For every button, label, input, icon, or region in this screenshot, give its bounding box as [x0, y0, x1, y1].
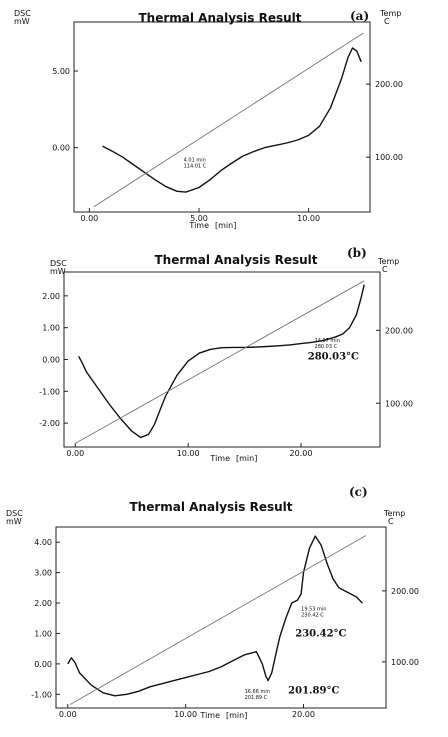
y-right-unit: C	[382, 265, 388, 274]
peak-annotation: 4.01 min	[183, 157, 206, 164]
chart-title: Thermal Analysis Result	[138, 11, 302, 25]
peak-temperature-label: 280.03°C	[307, 351, 360, 363]
peak-annotation: 19.53 min	[301, 606, 327, 613]
peak-annotation: 24.97 min	[314, 338, 340, 344]
x-tick-label: 5.00	[190, 214, 208, 223]
panel-label: (a)	[350, 9, 370, 23]
dsc-curve	[103, 48, 362, 192]
y-left-tick-label: 1.00	[42, 323, 60, 333]
y-left-tick-label: 4.00	[34, 538, 52, 548]
y-right-unit: C	[384, 17, 390, 26]
y-left-unit: mW	[14, 17, 30, 26]
x-axis-unit: [min]	[215, 221, 237, 230]
peak-annotation: 201.89 C	[244, 694, 268, 701]
plot-frame	[56, 527, 386, 708]
x-tick-label: 10.00	[174, 710, 198, 719]
y-left-tick-label: 2.00	[42, 291, 60, 301]
chart-title: Thermal Analysis Result	[154, 253, 318, 267]
peak-annotation: 114.01 C	[183, 163, 207, 170]
y-left-tick-label: 3.00	[34, 568, 52, 578]
y-right-tick-label: 200.00	[385, 326, 413, 336]
y-left-tick-label: 0.00	[34, 659, 52, 669]
x-axis-unit: [min]	[236, 454, 258, 463]
y-right-unit: C	[388, 517, 394, 526]
y-right-label: Temp	[380, 9, 402, 18]
y-right-tick-label: 200.00	[375, 80, 403, 90]
x-axis-label: Time	[189, 221, 209, 230]
y-left-tick-label: -1.00	[39, 387, 60, 397]
x-tick-label: 0.00	[80, 214, 99, 223]
y-left-tick-label: -1.00	[31, 690, 52, 700]
y-left-label: DSC	[14, 9, 31, 18]
y-left-tick-label: 5.00	[52, 67, 70, 77]
peak-annotation: 16.66 min	[244, 688, 270, 695]
y-right-tick-label: 100.00	[391, 657, 419, 667]
y-left-tick-label: 2.00	[34, 599, 52, 609]
x-tick-label: 0.00	[66, 449, 85, 458]
peak-annotation: 230.42 C	[301, 612, 324, 619]
peak-temperature-label: 230.42°C	[295, 628, 347, 640]
x-tick-label: 20.00	[289, 449, 313, 458]
peak-annotation: 280.03 C	[314, 344, 338, 350]
y-left-tick-label: 0.00	[42, 355, 60, 365]
y-right-label: Temp	[378, 257, 400, 266]
y-left-tick-label: 1.00	[34, 629, 52, 639]
x-tick-label: 20.00	[292, 710, 315, 719]
y-right-tick-label: 100.00	[375, 153, 403, 163]
y-left-label: DSC	[6, 509, 23, 518]
y-left-tick-label: 0.00	[52, 143, 70, 153]
panel-3	[6, 485, 419, 720]
x-axis-label: Time	[200, 711, 220, 720]
y-left-unit: mW	[50, 267, 66, 276]
panel-2	[39, 246, 413, 463]
y-right-tick-label: 100.00	[385, 399, 413, 409]
x-tick-label: 10.00	[176, 449, 200, 458]
x-axis-label: Time	[210, 454, 230, 463]
temperature-line	[70, 536, 366, 705]
y-left-unit: mW	[6, 517, 22, 526]
chart-title: Thermal Analysis Result	[129, 500, 293, 514]
panel-label: (c)	[349, 485, 368, 499]
x-tick-label: 10.00	[297, 214, 321, 223]
y-left-label: DSC	[50, 259, 67, 268]
panel-label: (b)	[347, 246, 367, 260]
x-axis-unit: [min]	[226, 711, 248, 720]
y-right-label: Temp	[384, 509, 406, 518]
y-left-tick-label: -2.00	[39, 419, 60, 429]
y-right-tick-label: 200.00	[391, 586, 419, 596]
x-tick-label: 0.00	[58, 710, 77, 719]
peak-temperature-label: 201.89°C	[288, 685, 340, 697]
panel-1	[14, 9, 403, 230]
